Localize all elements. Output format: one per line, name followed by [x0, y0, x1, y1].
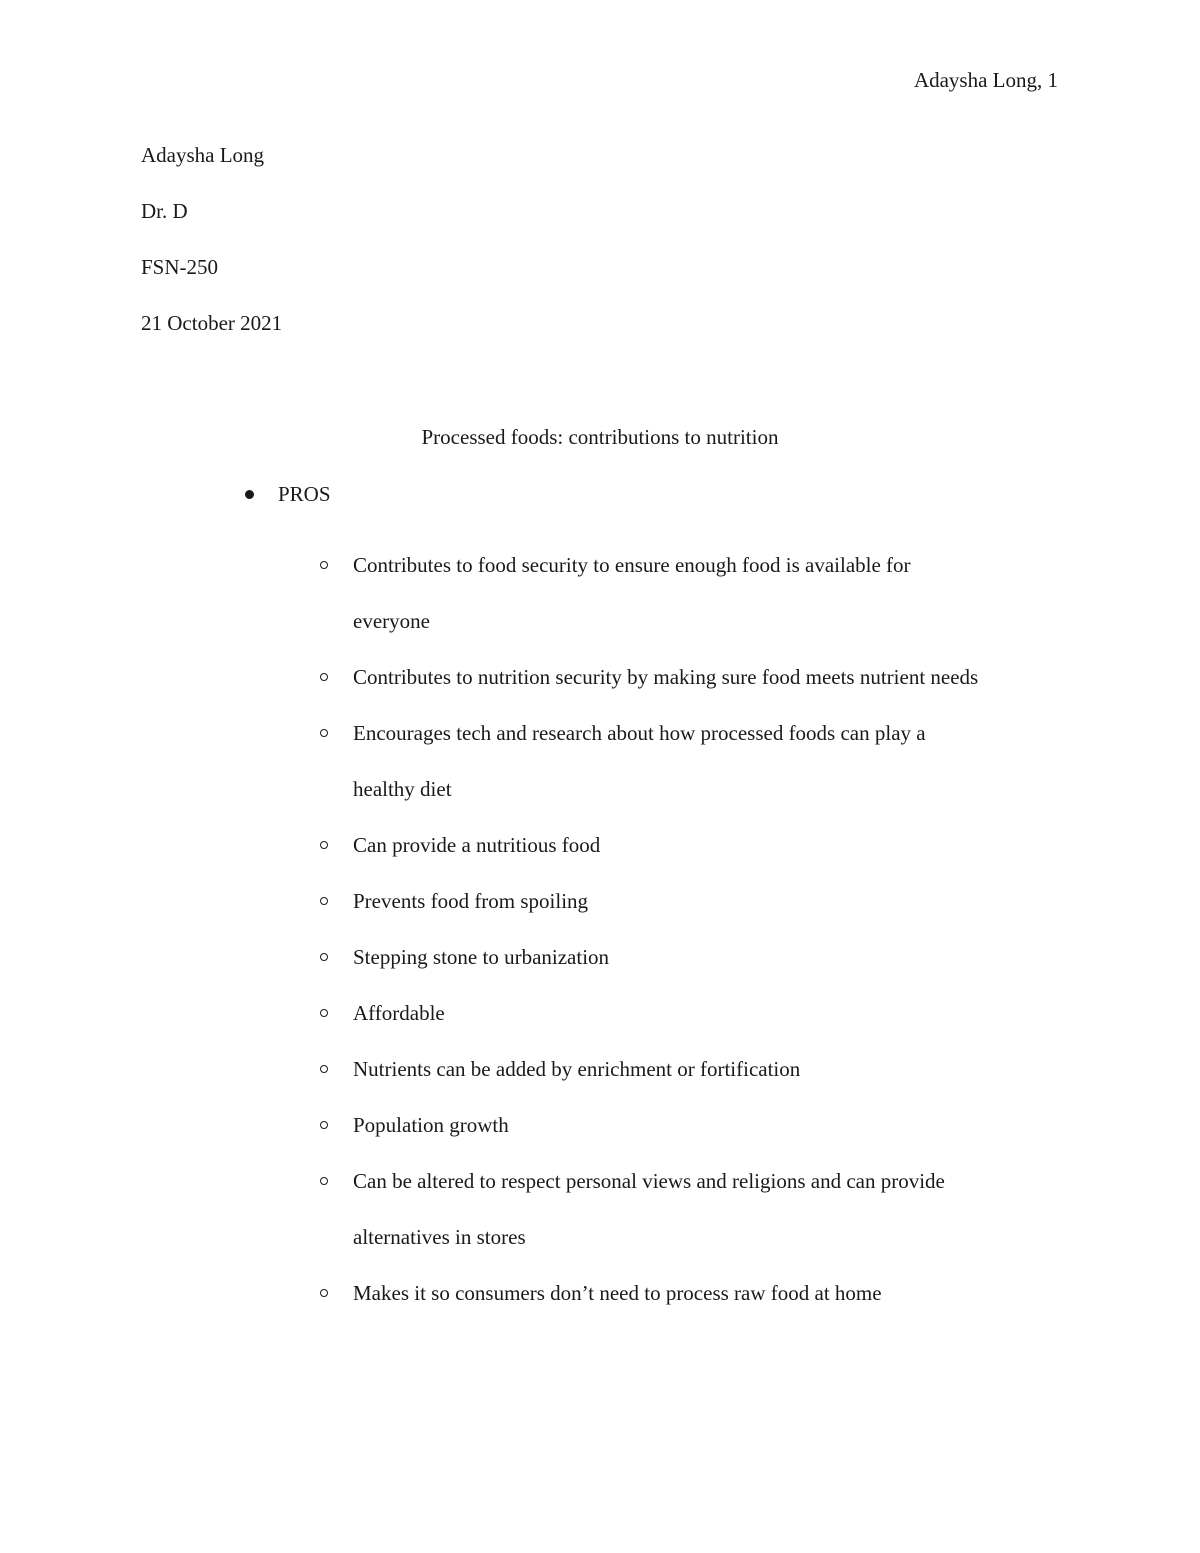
document-date: 21 October 2021 [141, 311, 283, 335]
list-item-text: Affordable [353, 1001, 445, 1025]
circle-bullet-icon [320, 1121, 328, 1129]
circle-bullet-icon [320, 673, 328, 681]
list-item-text: Can provide a nutritious food [353, 833, 601, 857]
list-item [318, 873, 1078, 929]
circle-bullet-icon [320, 1065, 328, 1073]
list-item-text: Can be altered to respect personal views and religions and can provide [353, 1169, 945, 1193]
circle-bullet-icon [320, 841, 328, 849]
list-item-text: Encourages tech and research about how processed foods can play a [353, 721, 926, 745]
list-item [318, 649, 1078, 705]
list-item-text: Contributes to nutrition security by making sure food meets nutrient needs [353, 665, 979, 689]
list-item-text: Stepping stone to urbanization [353, 945, 610, 969]
instructor-name: Dr. D [141, 199, 188, 223]
running-head: Adaysha Long, 1 [913, 68, 1058, 92]
circle-bullet-icon [320, 561, 328, 569]
circle-bullet-icon [320, 953, 328, 961]
circle-bullet-icon [320, 1177, 328, 1185]
student-name: Adaysha Long [141, 143, 265, 167]
list-item-text: Makes it so consumers don’t need to process raw food at home [353, 1281, 882, 1305]
list-item [318, 705, 1078, 817]
section-label: PROS [278, 482, 331, 506]
list-item [318, 985, 1078, 1041]
list-item-text: Prevents food from spoiling [353, 889, 589, 913]
circle-bullet-icon [320, 1289, 328, 1297]
circle-bullet-icon [320, 729, 328, 737]
course-code: FSN-250 [141, 255, 219, 279]
list-item-text: alternatives in stores [353, 1225, 526, 1249]
list-item-text: everyone [353, 609, 430, 633]
list-item-text: Population growth [353, 1113, 509, 1137]
list-item [318, 817, 1078, 873]
outline-section-pros [245, 482, 331, 507]
list-item [318, 1265, 1078, 1321]
list-item-text: healthy diet [353, 777, 452, 801]
list-item [318, 537, 1078, 649]
list-item-text: Nutrients can be added by enrichment or fortification [353, 1057, 801, 1081]
disc-bullet-icon [245, 490, 254, 499]
list-item-text: Contributes to food security to ensure enough food is available for [353, 553, 911, 577]
document-title: Processed foods: contributions to nutrition [421, 425, 779, 449]
circle-bullet-icon [320, 1009, 328, 1017]
list-item [318, 929, 1078, 985]
list-item [318, 1153, 1078, 1265]
circle-bullet-icon [320, 897, 328, 905]
pros-list [318, 537, 1078, 1321]
list-item [318, 1041, 1078, 1097]
list-item [318, 1097, 1078, 1153]
